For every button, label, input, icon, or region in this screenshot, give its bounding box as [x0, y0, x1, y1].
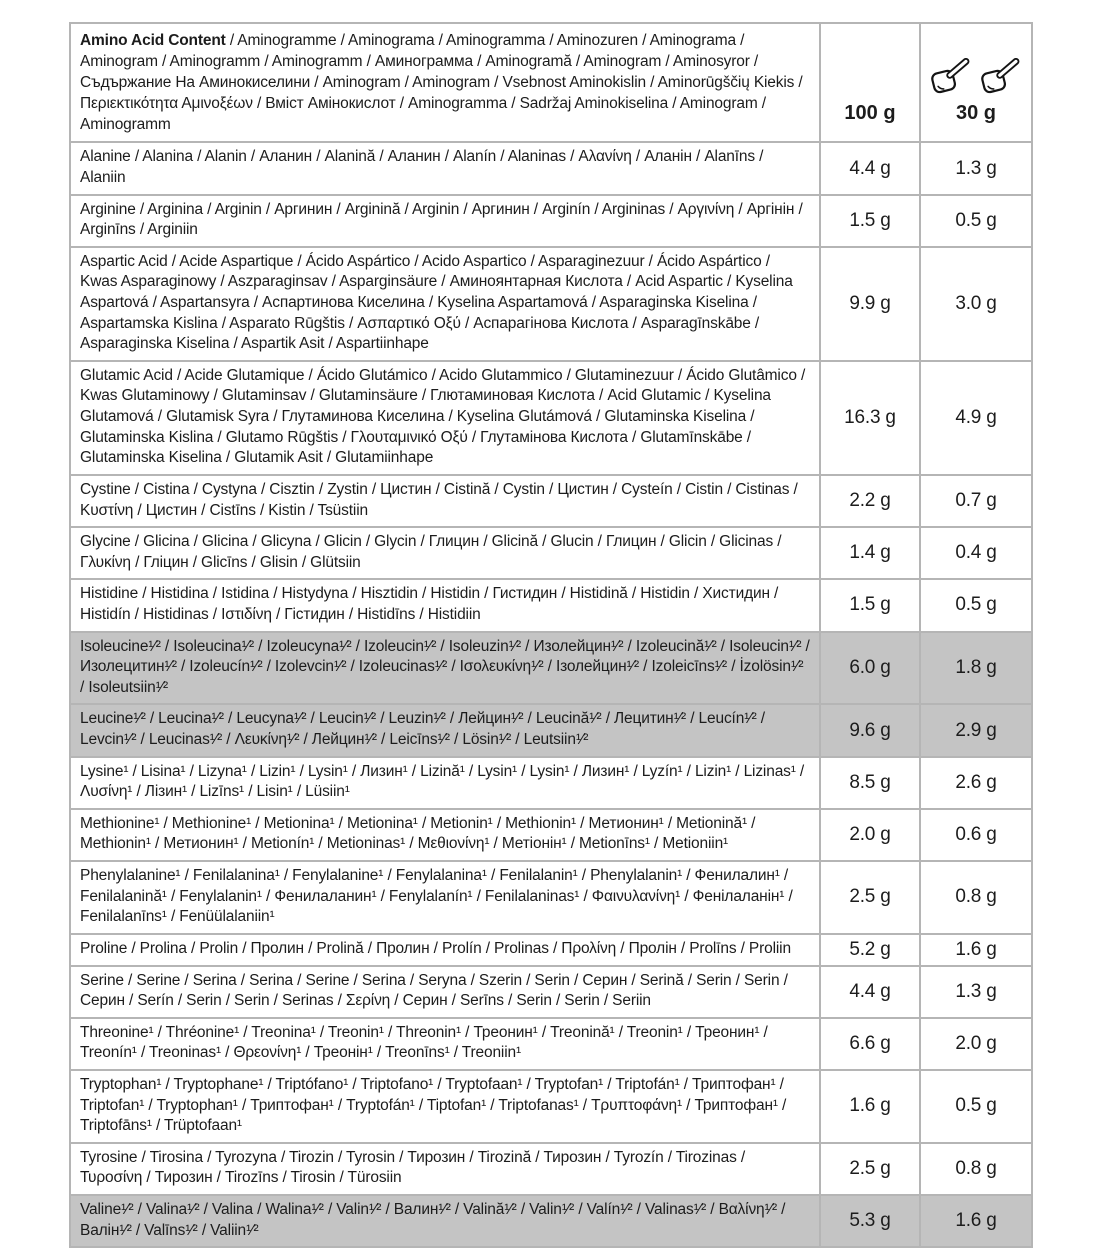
column-header-30g-label: 30 g — [955, 102, 997, 125]
table-row-tryptophan — [70, 1070, 1032, 1143]
table-row-lysine — [70, 757, 1032, 809]
value-per-30g: 1.6 g — [920, 1195, 1032, 1247]
value-per-30g: 3.0 g — [920, 247, 1032, 361]
value-per-100g: 2.5 g — [820, 861, 920, 934]
value-per-30g: 1.6 g — [920, 934, 1032, 966]
table-row-glycine — [70, 527, 1032, 579]
value-per-30g: 2.0 g — [920, 1018, 1032, 1070]
value-per-30g: 0.8 g — [920, 861, 1032, 934]
table-row-aspartic-acid — [70, 247, 1032, 361]
column-header-30g — [920, 23, 1032, 142]
table-row-tyrosine — [70, 1143, 1032, 1195]
value-per-100g: 2.0 g — [820, 809, 920, 861]
table-title-translations: / Aminogramme / Aminograma / Aminogramma / Aminozuren / Aminograma / Aminogram / Aminogramm / Aminogramm / Аминограмма / Aminogramă / Aminogram / Aminosyror / Съдържание На Аминокиселини / Aminogram / Aminogram / Vsebnost Aminokislin / Aminorūgščių Kiekis / Περιεκτικότητα Αμινοξέων / Вміст Амінокислот / Aminogramma / Sadržaj Aminokiselina / Aminogram / Aminogramm — [80, 32, 803, 134]
value-per-30g: 0.4 g — [920, 527, 1032, 579]
table-row-cystine — [70, 475, 1032, 527]
value-per-30g: 2.6 g — [920, 757, 1032, 809]
value-per-100g: 6.6 g — [820, 1018, 920, 1070]
table-row-phenylalanine — [70, 861, 1032, 934]
measuring-scoop-icon — [929, 58, 974, 94]
value-per-100g: 4.4 g — [820, 966, 920, 1018]
value-per-100g: 2.5 g — [820, 1143, 920, 1195]
value-per-100g: 16.3 g — [820, 361, 920, 475]
value-per-30g: 0.6 g — [920, 809, 1032, 861]
amino-acid-names: Tyrosine / Tirosina / Tyrozyna / Tirozin / Tyrosin / Тирозин / Tirozină / Тирозин / Tyrozín / Tirozinas / Τυροσίνη / Тирозин / Tirozīns / Tirosin / Türosiin — [70, 1143, 820, 1195]
amino-acid-names: Serine / Serine / Serina / Serina / Serine / Serina / Seryna / Szerin / Serin / Серин / Serină / Serin / Serin / Серин / Serín / Serin / Serin / Serinas / Σερίνη / Серин / Serīns / Serin / Serin / Seriin — [70, 966, 820, 1018]
amino-acid-names: Isoleucine¹⁄² / Isoleucina¹⁄² / Izoleucyna¹⁄² / Izoleucin¹⁄² / Isoleuzin¹⁄² / Изолейцин¹⁄² / Izoleucină¹⁄² / Isoleucin¹⁄² / Изолецитин¹⁄² / Izoleucín¹⁄² / Izolevcin¹⁄² / Izoleucinas¹⁄² / Ισολευκίνη¹⁄² / Ізолейцин¹⁄² / Izoleicīns¹⁄² / İzolösin¹⁄² / Isoleutsiin¹⁄² — [70, 632, 820, 705]
amino-acid-names: Phenylalanine¹ / Fenilalanina¹ / Fenylalanine¹ / Fenylalanina¹ / Fenilalanin¹ / Phenylalanin¹ / Фенилалин¹ / Fenilalanină¹ / Fenylalanin¹ / Фенилаланин¹ / Fenylalanín¹ / Fenilalaninas¹ / Φαινυλανίνη¹ / Фенілаланін¹ / Fenilalanīns¹ / Fenüülalaniin¹ — [70, 861, 820, 934]
amino-acid-names: Arginine / Arginina / Arginin / Аргинин / Arginină / Arginin / Аргинин / Arginín / Argininas / Αργινίνη / Аргінін / Arginīns / Arginiin — [70, 195, 820, 247]
value-per-100g: 9.6 g — [820, 704, 920, 756]
table-row-proline — [70, 934, 1032, 966]
value-per-100g: 2.2 g — [820, 475, 920, 527]
amino-acid-names: Histidine / Histidina / Istidina / Histydyna / Hisztidin / Histidin / Гистидин / Histidină / Histidin / Хистидин / Histidín / Histidinas / Ιστιδίνη / Гістидин / Histidīns / Histidiin — [70, 579, 820, 631]
table-title — [70, 23, 820, 142]
amino-acid-names: Aspartic Acid / Acide Aspartique / Ácido Aspártico / Acido Aspartico / Asparaginezuur / Ácido Aspártico / Kwas Asparaginowy / Aszparaginsav / Asparginsäure / Аминоянтарная Кислота / Acid Aspartic / Kyselina Aspartová / Aspartansyra / Аспартинова Киселина / Kyselina Aspartamová / Asparaginska Kiselina / Aspartamska Kislina / Asparato Rūgštis / Ασπαρτικό Οξύ / Аспарагінова Кислота / Asparagīnskābe / Asparaginska Kiselina / Aspartik Asit / Aspartiinhape — [70, 247, 820, 361]
table-row-alanine — [70, 142, 1032, 194]
amino-acid-names: Tryptophan¹ / Tryptophane¹ / Triptófano¹ / Triptofano¹ / Tryptofaan¹ / Tryptofan¹ / Triptofán¹ / Триптофан¹ / Triptofan¹ / Tryptophan¹ / Триптофан¹ / Tryptofán¹ / Tiptofan¹ / Triptofanas¹ / Τρυπτοφάνη¹ / Триптофан¹ / Triptofāns¹ / Trüptofaan¹ — [70, 1070, 820, 1143]
amino-acid-names: Alanine / Alanina / Alanin / Аланин / Alanină / Аланин / Alanín / Alaninas / Αλανίνη / Аланін / Alanīns / Alaniin — [70, 142, 820, 194]
value-per-100g: 1.5 g — [820, 195, 920, 247]
value-per-100g: 9.9 g — [820, 247, 920, 361]
table-row-glutamic-acid — [70, 361, 1032, 475]
value-per-30g: 2.9 g — [920, 704, 1032, 756]
value-per-30g: 1.3 g — [920, 966, 1032, 1018]
column-header-100g-label: 100 g — [844, 102, 896, 125]
value-per-30g: 0.7 g — [920, 475, 1032, 527]
amino-acid-content-table — [69, 22, 1033, 1248]
value-per-30g: 1.8 g — [920, 632, 1032, 705]
value-per-100g: 1.4 g — [820, 527, 920, 579]
column-header-100g — [820, 23, 920, 142]
amino-acid-names: Proline / Prolina / Prolin / Пролин / Prolină / Пролин / Prolín / Prolinas / Προλίνη / Пролін / Prolīns / Proliin — [70, 934, 820, 966]
value-per-30g: 0.5 g — [920, 579, 1032, 631]
value-per-100g: 5.3 g — [820, 1195, 920, 1247]
amino-acid-table-wrap — [69, 22, 1033, 1248]
table-row-threonine — [70, 1018, 1032, 1070]
value-per-30g: 0.5 g — [920, 195, 1032, 247]
table-row-histidine — [70, 579, 1032, 631]
amino-acid-names: Leucine¹⁄² / Leucina¹⁄² / Leucyna¹⁄² / Leucin¹⁄² / Leuzin¹⁄² / Лейцин¹⁄² / Leucină¹⁄² / Лецитин¹⁄² / Leucín¹⁄² / Levcin¹⁄² / Leucinas¹⁄² / Λευκίνη¹⁄² / Лейцин¹⁄² / Leicīns¹⁄² / Lösin¹⁄² / Leutsiin¹⁄² — [70, 704, 820, 756]
table-header-row — [70, 23, 1032, 142]
value-per-30g: 0.8 g — [920, 1143, 1032, 1195]
value-per-100g: 6.0 g — [820, 632, 920, 705]
amino-acid-names: Glycine / Glicina / Glicina / Glicyna / Glicin / Glycin / Глицин / Glicină / Glucin / Глицин / Glicin / Glicinas / Γλυκίνη / Гліцин / Glicīns / Glisin / Glütsiin — [70, 527, 820, 579]
table-row-serine — [70, 966, 1032, 1018]
value-per-100g: 5.2 g — [820, 934, 920, 966]
table-row-leucine — [70, 704, 1032, 756]
value-per-100g: 8.5 g — [820, 757, 920, 809]
table-row-isoleucine — [70, 632, 1032, 705]
value-per-100g: 1.6 g — [820, 1070, 920, 1143]
value-per-100g: 4.4 g — [820, 142, 920, 194]
value-per-30g: 4.9 g — [920, 361, 1032, 475]
value-per-100g: 1.5 g — [820, 579, 920, 631]
value-per-30g: 0.5 g — [920, 1070, 1032, 1143]
table-row-methionine — [70, 809, 1032, 861]
table-title-bold: Amino Acid Content — [80, 32, 226, 49]
scoop-icons — [922, 58, 1030, 94]
amino-acid-names: Glutamic Acid / Acide Glutamique / Ácido Glutámico / Acido Glutammico / Glutaminezuur / Ácido Glutâmico / Kwas Glutaminowy / Glutaminsav / Glutaminsäure / Глютаминовая Кислота / Acid Glutamic / Kyselina Glutamová / Glutamisk Syra / Глутаминова Киселина / Kyselina Glutámová / Glutaminska Kiselina / Glutaminska Kislina / Glutamo Rūgštis / Γλουταμινικό Οξύ / Глутамінова Кислота / Glutamīnskābe / Glutaminska Kiselina / Glutamik Asit / Glutamiinhape — [70, 361, 820, 475]
value-per-30g: 1.3 g — [920, 142, 1032, 194]
amino-acid-names: Valine¹⁄² / Valina¹⁄² / Valina / Walina¹⁄² / Valin¹⁄² / Валин¹⁄² / Valină¹⁄² / Valin¹⁄² / Valín¹⁄² / Valinas¹⁄² / Βαλίνη¹⁄² / Валін¹⁄² / Valīns¹⁄² / Valiin¹⁄² — [70, 1195, 820, 1247]
amino-acid-names: Methionine¹ / Methionine¹ / Metionina¹ / Metionina¹ / Metionin¹ / Methionin¹ / Метионин¹ / Metionină¹ / Methionin¹ / Метионин¹ / Metionín¹ / Metioninas¹ / Μεθιονίνη¹ / Метіонін¹ / Metionīns¹ / Metioniin¹ — [70, 809, 820, 861]
amino-acid-names: Cystine / Cistina / Cystyna / Cisztin / Zystin / Цистин / Cistină / Cystin / Цистин / Cysteín / Cistin / Cistinas / Κυστίνη / Цистин / Cistīns / Kistin / Tsüstiin — [70, 475, 820, 527]
amino-acid-names: Lysine¹ / Lisina¹ / Lizyna¹ / Lizin¹ / Lysin¹ / Лизин¹ / Lizină¹ / Lysin¹ / Lysin¹ / Лизин¹ / Lyzín¹ / Lizin¹ / Lizinas¹ / Λυσίνη¹ / Лізин¹ / Lizīns¹ / Lisin¹ / Lüsiin¹ — [70, 757, 820, 809]
measuring-scoop-icon — [979, 58, 1024, 94]
amino-acid-names: Threonine¹ / Thréonine¹ / Treonina¹ / Treonin¹ / Threonin¹ / Треонин¹ / Treonină¹ / Treonin¹ / Треонин¹ / Treonín¹ / Treoninas¹ / Θρεονίνη¹ / Треонін¹ / Treonīns¹ / Treoniin¹ — [70, 1018, 820, 1070]
table-row-valine — [70, 1195, 1032, 1247]
table-row-arginine — [70, 195, 1032, 247]
